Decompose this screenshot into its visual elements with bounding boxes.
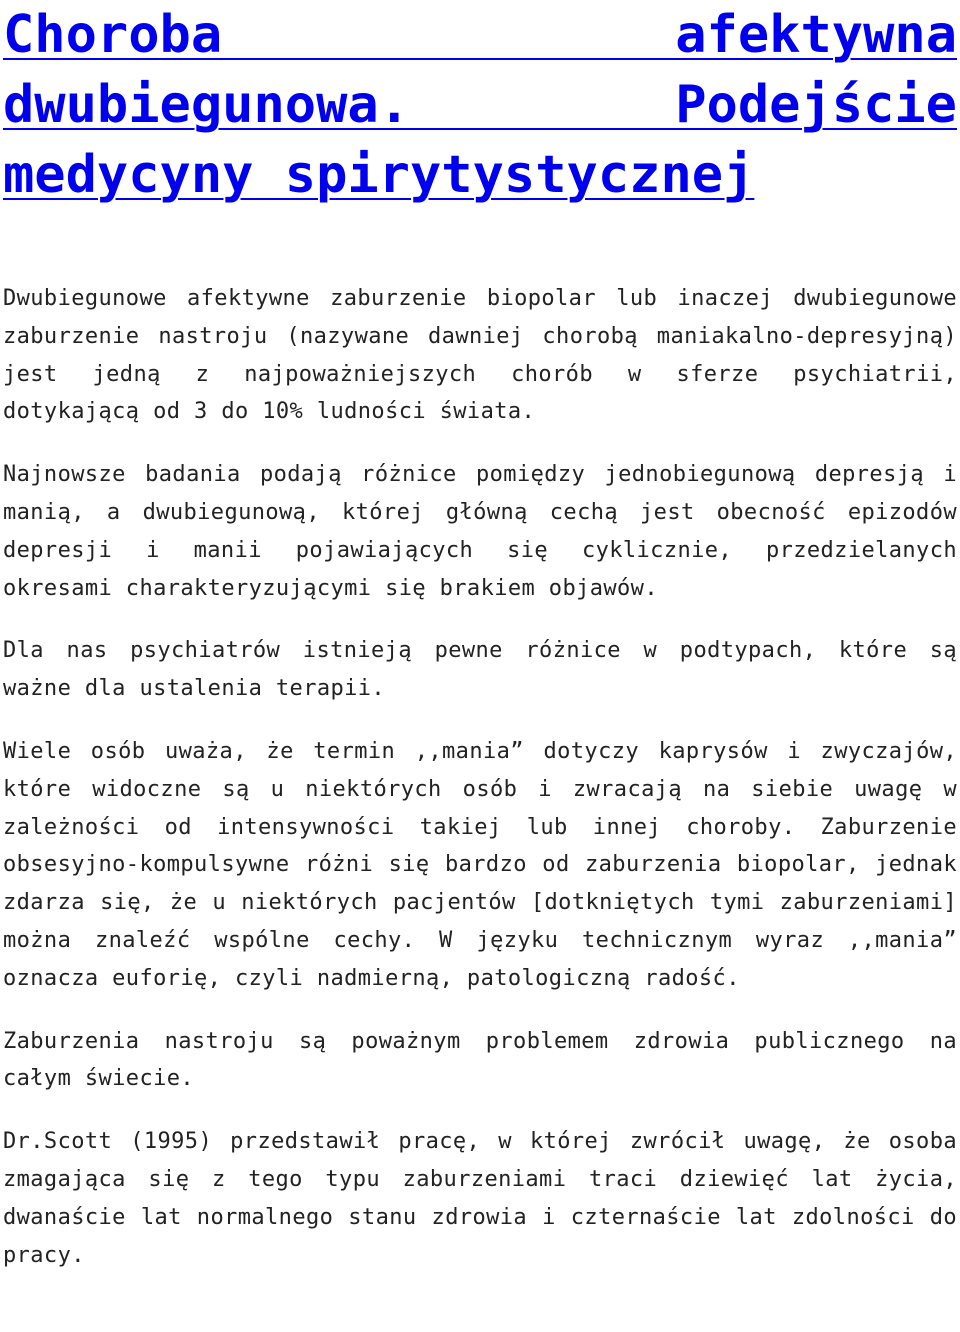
paragraph-research: Najnowsze badania podają różnice pomiędzy jednobiegunową depresją i manią, a dwubiegunową, której główną cechą jest obecność epizodów depresji i manii pojawiających się cyklicznie, przedzielanych okresami charakteryzującymi się brakiem objawów. xyxy=(3,462,957,601)
article-title-link[interactable]: Choroba afektywna dwubiegunowa. Podejście medycyny spirytystycznej xyxy=(3,5,957,205)
paragraph-intro: Dwubiegunowe afektywne zaburzenie biopolar lub inaczej dwubiegunowe zaburzenie nastroju (nazywane dawniej chorobą maniakalno-depresyjną) jest jedną z najpoważniejszych chorób w sferze psychiatrii, dotykającą od 3 do 10% ludności świata. xyxy=(3,286,957,425)
paragraph-public-health: Zaburzenia nastroju są poważnym problemem zdrowia publicznego na całym świecie. xyxy=(3,1028,957,1092)
article-body xyxy=(3,280,957,1274)
paragraph-mania-term: Wiele osób uważa, że termin ,,mania” dotyczy kaprysów i zwyczajów, które widoczne są u niektórych osób i zwracają na siebie uwagę w zależności od intensywności takiej lub innej choroby. Zaburzenie obsesyjno-kompulsywne różni się bardzo od zaburzenia biopolar, jednak zdarza się, że u niektórych pacjentów [dotkniętych tymi zaburzeniami] można znaleźć wspólne cechy. W języku technicznym wyraz ,,mania” oznacza euforię, czyli nadmierną, patologiczną radość. xyxy=(3,738,957,991)
paragraph-scott-study: Dr.Scott (1995) przedstawił pracę, w której zwrócił uwagę, że osoba zmagająca się z tego typu zaburzeniami traci dziewięć lat życia, dwanaście lat normalnego stanu zdrowia i czternaście lat zdolności do pracy. xyxy=(3,1129,957,1268)
article-title xyxy=(3,0,957,210)
paragraph-subtypes: Dla nas psychiatrów istnieją pewne różnice w podtypach, które są ważne dla ustalenia terapii. xyxy=(3,638,957,702)
